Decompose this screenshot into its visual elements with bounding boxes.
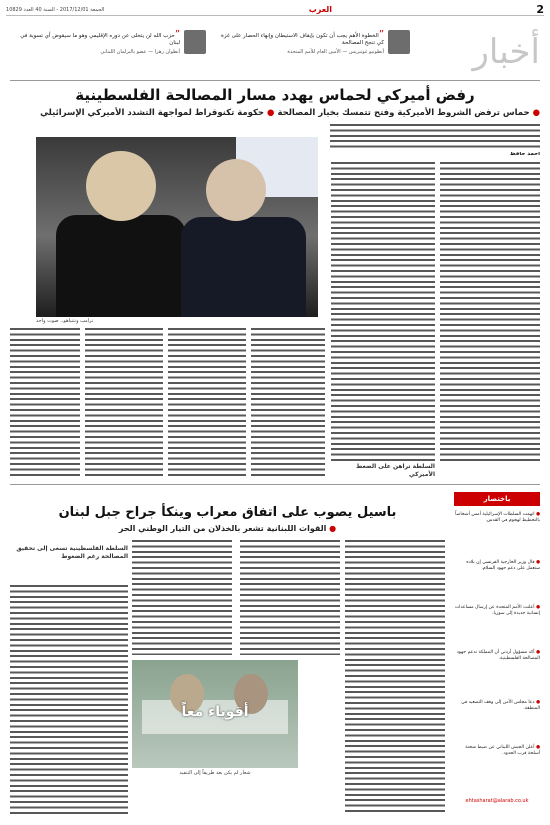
subhead-1: حماس ترفض الشروط الأميركية وفتح تتمسك بخيار المصالحة bbox=[277, 108, 530, 118]
article-column bbox=[440, 162, 540, 462]
subhead-text: القوات اللبنانية تشعر بالخذلان من التيار الوطني الحر bbox=[118, 524, 327, 533]
pull-quote: السلطة تراهن على الضغط الأميركي bbox=[356, 463, 435, 478]
bullet-icon: ● bbox=[534, 650, 540, 655]
quote-2: ”حزب الله لن يتخلى عن دوره الإقليمي وهو ما سيقوض أي تسوية في لبنان أنطوان زهرا — عضو بالبرلمان اللبناني bbox=[10, 30, 206, 78]
bullet-icon: ● bbox=[326, 524, 337, 533]
article-column bbox=[10, 585, 128, 815]
briefs-header: باختصار bbox=[454, 492, 540, 506]
article-column bbox=[132, 540, 232, 655]
bullet-icon: ● bbox=[529, 108, 540, 118]
brief-text: دعا مجلس الأمن إلى وقف التصعيد في المنطقة. bbox=[461, 700, 540, 711]
brief-item bbox=[454, 650, 540, 662]
brief-text: أكد مسؤول أردني أن المملكة تدعم جهود المصالحة الفلسطينية. bbox=[456, 650, 540, 661]
brief-text: اتهمت السلطات الإسرائيلية أمس أشخاصاً بالتخطيط لهجوم في القدس. bbox=[455, 512, 540, 523]
article-column bbox=[85, 328, 163, 478]
second-headline: باسيل يصوب على اتفاق معراب وينكأ جراح جبل لبنان bbox=[58, 505, 397, 520]
article-column bbox=[168, 328, 246, 478]
article-column bbox=[331, 162, 435, 462]
bullet-icon: ● bbox=[534, 560, 540, 565]
main-photo bbox=[36, 137, 318, 317]
brief-item bbox=[454, 605, 540, 617]
section-title: أخبار bbox=[472, 32, 540, 72]
subhead-2: حكومة تكنوقراط لمواجهة التشدد الأميركي الإسرائيلي bbox=[40, 108, 265, 118]
quote-1: ”الخطوة الأهم يجب أن تكون بإيقاف الاستيطان وإنهاء الحصار على غزة كي تنجح المصالحة أنطونيو غوتيريس — الأمين العام للأمم المتحدة bbox=[214, 30, 410, 78]
quote-mark-icon: ” bbox=[174, 29, 180, 40]
article-column bbox=[240, 540, 340, 655]
quote-role: عضو بالبرلمان اللبناني bbox=[100, 49, 147, 55]
avatar bbox=[388, 30, 410, 54]
face-right bbox=[206, 159, 266, 221]
quote-author: أنطوان زهرا bbox=[154, 49, 180, 55]
byline bbox=[480, 152, 540, 160]
brief-item bbox=[454, 560, 540, 572]
second-photo-caption: شعار لم يكن بعد طريقاً إلى التنفيذ bbox=[179, 770, 251, 776]
figure-right bbox=[181, 217, 306, 317]
quote-mark-icon: ” bbox=[378, 29, 384, 40]
lead-text bbox=[330, 124, 540, 150]
divider bbox=[10, 484, 540, 485]
figure-left bbox=[56, 215, 186, 317]
article-column bbox=[345, 540, 445, 815]
bullet-icon: ● bbox=[534, 745, 540, 750]
quote-role: الأمين العام للأمم المتحدة bbox=[287, 49, 341, 55]
article-column bbox=[10, 328, 80, 478]
brief-item bbox=[454, 745, 540, 757]
avatar bbox=[184, 30, 206, 54]
bullet-icon: ● bbox=[264, 108, 275, 118]
byline-text: أحمد حافظ bbox=[509, 152, 540, 157]
top-bar bbox=[6, 4, 544, 16]
contact-footer: ehtasharat@alarab.co.uk bbox=[465, 798, 529, 804]
photo-slogan: أقوياء معاً bbox=[181, 704, 249, 720]
main-headline: رفض أميركي لحماس يهدد مسار المصالحة الفلسطينية bbox=[75, 86, 475, 104]
photo-caption: ترامب ونتنياهو.. صوت واحد bbox=[36, 318, 94, 324]
pull-quote-2: السلطة الفلسطينية تسعى إلى تحقيق المصالحة رغم الضغوط bbox=[16, 545, 128, 560]
bullet-icon: ● bbox=[534, 700, 540, 705]
brief-text: أعلنت الأمم المتحدة عن إرسال مساعدات إنسانية جديدة إلى سوريا. bbox=[454, 605, 540, 616]
masthead: العرب bbox=[308, 5, 332, 14]
bullet-icon: ● bbox=[534, 605, 540, 610]
brief-item bbox=[454, 700, 540, 712]
main-subheads bbox=[10, 108, 540, 118]
quote-author: أنطونيو غوتيريس bbox=[348, 49, 384, 55]
second-photo bbox=[132, 660, 298, 768]
quote-text: الخطوة الأهم يجب أن تكون بإيقاف الاستيطان وإنهاء الحصار على غزة كي تنجح المصالحة bbox=[221, 33, 384, 46]
brief-text: أعلن الجيش اللبناني عن ضبط شحنة أسلحة قرب الحدود. bbox=[465, 745, 540, 756]
dateline: الجمعة 2017/12/01 - السنة 40 العدد 10829 bbox=[6, 6, 105, 13]
divider bbox=[10, 80, 540, 81]
second-subhead bbox=[10, 524, 445, 533]
brief-text: قال وزير الخارجية الفرنسي إن بلاده ستعمل على دعم جهود السلام. bbox=[466, 560, 540, 571]
article-column bbox=[251, 328, 325, 478]
quotes-strip bbox=[10, 30, 410, 78]
bullet-icon: ● bbox=[534, 512, 540, 517]
brief-item bbox=[454, 512, 540, 524]
face-left bbox=[86, 151, 156, 221]
page-number: 2 bbox=[536, 3, 544, 16]
quote-text: حزب الله لن يتخلى عن دوره الإقليمي وهو ما سيقوض أي تسوية في لبنان bbox=[20, 33, 180, 46]
